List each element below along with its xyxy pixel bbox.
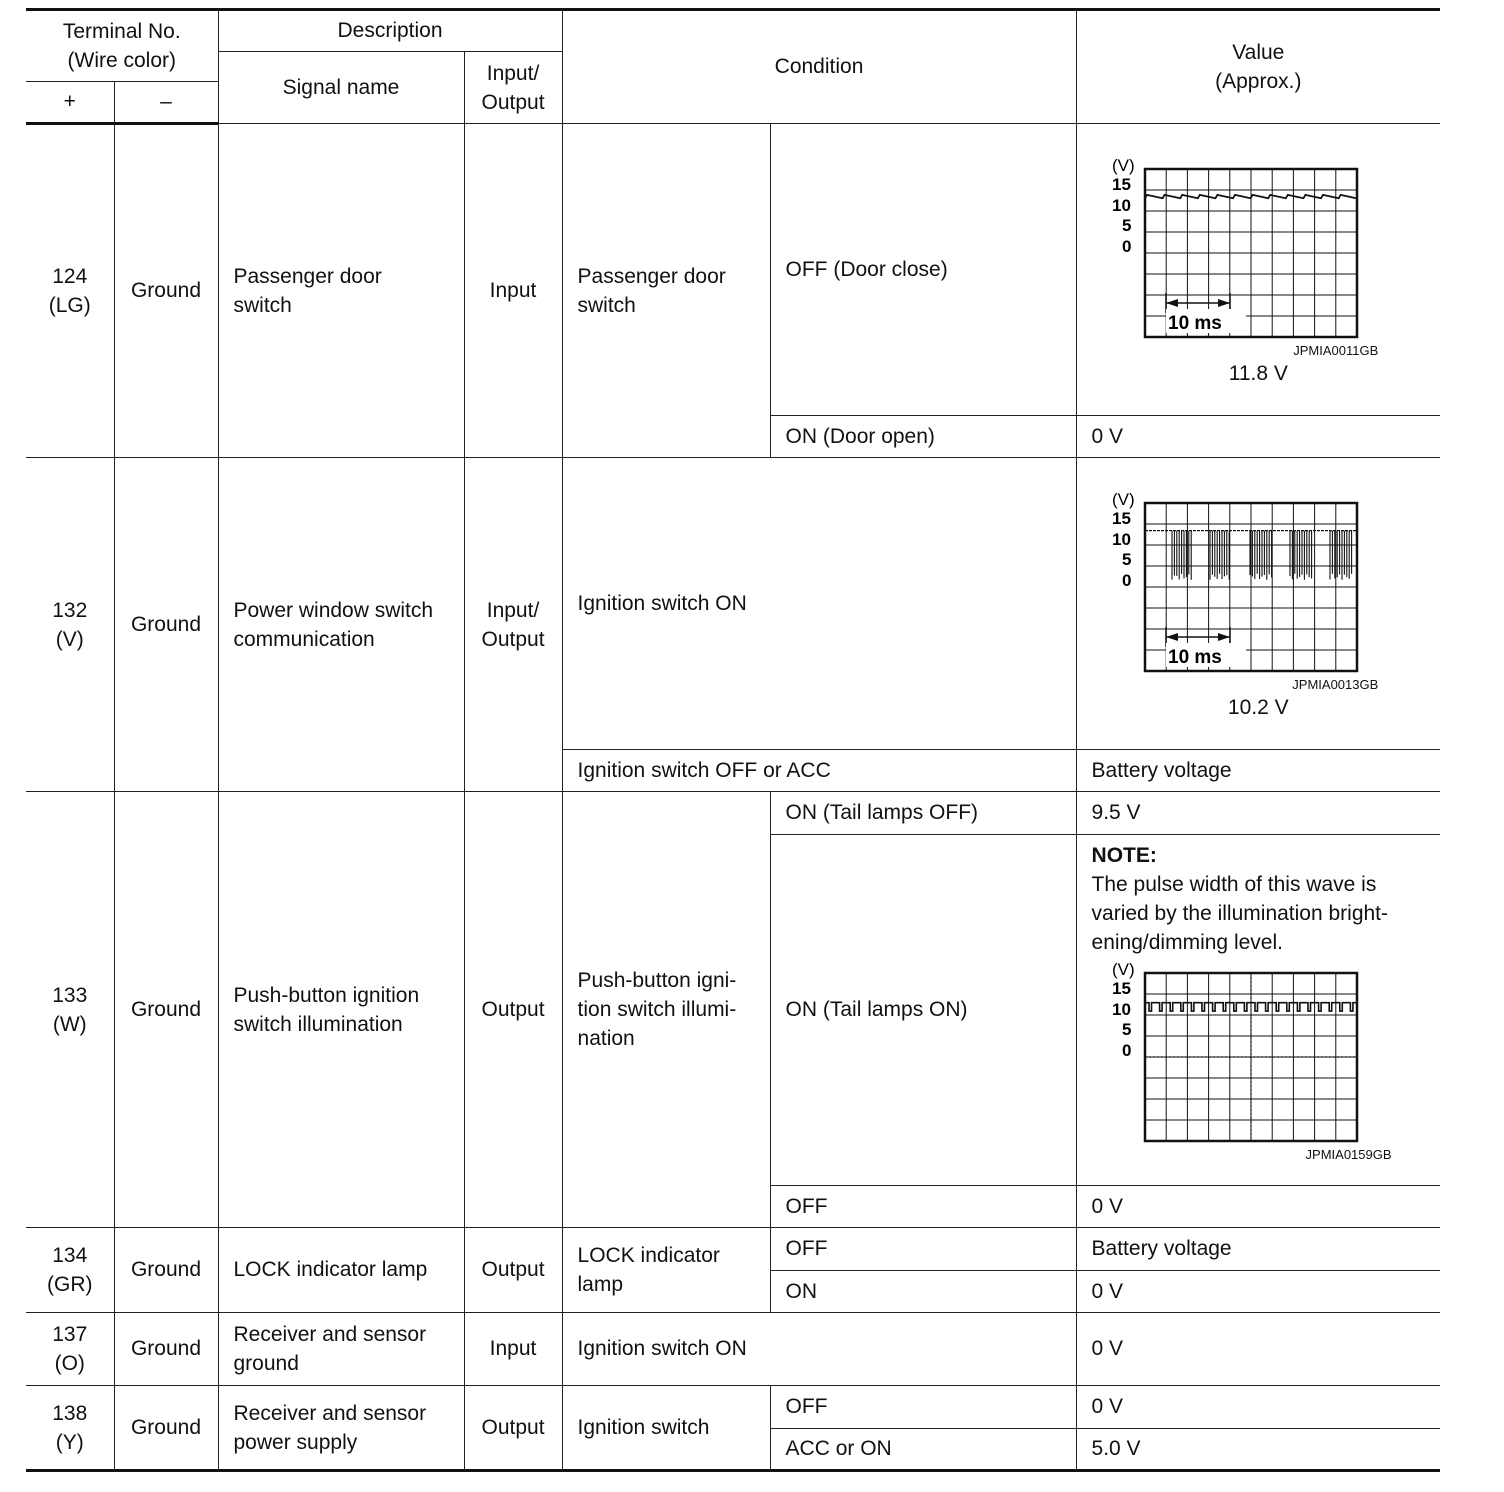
scope-unit-label: (V) (1111, 963, 1135, 979)
header-io-line1: Input/ (486, 61, 540, 85)
terminal-133 (26, 792, 114, 1228)
signal-line: Receiver and sensor (233, 1323, 427, 1346)
value-cell: Battery voltage (1076, 750, 1440, 792)
header-value (1076, 10, 1440, 124)
note-line: The pulse width of this wave is (1091, 873, 1377, 896)
terminal-number: 134 (52, 1244, 88, 1267)
sub-condition-cell: OFF (770, 1186, 1076, 1228)
chart-id: JPMIA0011GB (1293, 343, 1379, 358)
value-cell: 0 V (1076, 1186, 1440, 1228)
terminal-number: 132 (52, 598, 88, 622)
io-cell: Input (464, 1313, 562, 1386)
terminal-number: 138 (52, 1401, 88, 1425)
scope-chart (1108, 159, 1408, 386)
value-chart-cell (1076, 458, 1440, 750)
ground-cell: Ground (114, 1386, 218, 1471)
signal-line: switch (233, 293, 292, 317)
wire-color: (W) (52, 1012, 87, 1036)
wire-color: (GR) (47, 1273, 93, 1296)
header-wire-color-text: (Wire color) (67, 49, 176, 72)
sub-condition-cell: OFF (Door close) (770, 124, 1076, 416)
header-approx-text: (Approx.) (1215, 70, 1302, 93)
sub-condition-cell: ACC or ON (770, 1429, 1076, 1471)
scope-tick-15: 15 (1111, 979, 1131, 998)
scope-tick-0: 0 (1122, 237, 1132, 256)
table-row (26, 792, 1440, 835)
io-line: Input/ (486, 598, 540, 622)
ground-cell: Ground (114, 458, 218, 792)
io-cell: Output (464, 792, 562, 1228)
sub-condition-cell: OFF (770, 1228, 1076, 1271)
signal-line: communication (233, 627, 375, 651)
header-value-text: Value (1232, 41, 1285, 64)
condition-cell: Ignition switch (562, 1386, 770, 1471)
note-line: varied by the illumination bright- (1091, 902, 1389, 925)
chart-id: JPMIA0159GB (1305, 1147, 1392, 1162)
wire-color: (Y) (55, 1430, 84, 1454)
header-minus: – (114, 82, 218, 124)
note-title: NOTE: (1091, 844, 1157, 867)
signal-line: Power window switch (233, 598, 434, 622)
condition-cell (562, 1228, 770, 1313)
sub-condition-cell: ON (Tail lamps OFF) (770, 792, 1076, 835)
io-cell: Output (464, 1386, 562, 1471)
timebase-label: 10 ms (1168, 647, 1223, 668)
value-chart-cell (1076, 124, 1440, 416)
value-cell: 9.5 V (1076, 792, 1440, 835)
signal-line: Passenger door (233, 264, 382, 288)
note-cell (1076, 835, 1440, 1186)
sub-condition-cell: ON (770, 1271, 1076, 1313)
condition-cell (562, 792, 770, 1228)
header-io-line2: Output (481, 90, 545, 114)
signal-name-cell (218, 1386, 464, 1471)
io-cell: Output (464, 1228, 562, 1313)
wire-color: (V) (55, 627, 84, 651)
chart-value: 11.8 V (1228, 362, 1288, 385)
terminal-number: 133 (52, 983, 88, 1007)
header-input-output (464, 52, 562, 124)
scope-waveform-svg-0159 (1108, 963, 1408, 1143)
signal-line: Push-button ignition (233, 983, 420, 1007)
scope-chart (1108, 493, 1408, 720)
scope-tick-5: 5 (1122, 216, 1132, 235)
signal-line: switch illumination (233, 1012, 403, 1036)
table-row (26, 458, 1440, 750)
scope-waveform-svg-0011 (1108, 159, 1408, 339)
sub-condition-cell: ON (Door open) (770, 416, 1076, 458)
signal-name-cell (218, 458, 464, 792)
condition-line: LOCK indicator (577, 1244, 720, 1267)
ground-cell: Ground (114, 792, 218, 1228)
scope-tick-15: 15 (1112, 509, 1132, 528)
header-terminal-no (26, 10, 218, 82)
scope-tick-10: 10 (1112, 530, 1132, 549)
condition-line: Push-button igni- (577, 969, 737, 992)
value-cell: 0 V (1076, 1271, 1440, 1313)
scope-tick-10: 10 (1112, 196, 1132, 215)
io-line: Output (481, 627, 545, 651)
scope-tick-0: 0 (1122, 571, 1132, 590)
note-line: ening/dimming level. (1091, 931, 1283, 954)
sub-condition-cell: ON (Tail lamps ON) (770, 835, 1076, 1186)
scope-tick-5: 5 (1122, 550, 1132, 569)
scope-tick-0: 0 (1121, 1041, 1131, 1060)
header-signal-name: Signal name (218, 52, 464, 124)
value-cell: 0 V (1076, 1386, 1440, 1429)
value-cell: Battery voltage (1076, 1228, 1440, 1271)
signal-line: ground (233, 1352, 299, 1375)
condition-cell (562, 124, 770, 458)
header-terminal-text: Terminal No. (62, 20, 181, 43)
condition-cell: Ignition switch ON (562, 1313, 1076, 1386)
scope-tick-15: 15 (1112, 175, 1132, 194)
scope-tick-10: 10 (1111, 1000, 1131, 1019)
header-description: Description (218, 10, 562, 52)
table-row (26, 1386, 1440, 1429)
table-row (26, 1313, 1440, 1386)
value-cell: 0 V (1076, 1313, 1440, 1386)
value-cell: 0 V (1076, 416, 1440, 458)
scope-unit-label: (V) (1112, 159, 1135, 175)
timebase-label: 10 ms (1168, 313, 1223, 334)
terminal-table (26, 8, 1440, 1472)
header-plus: + (26, 82, 114, 124)
ground-cell: Ground (114, 124, 218, 458)
header-condition: Condition (562, 10, 1076, 124)
value-cell: 5.0 V (1076, 1429, 1440, 1471)
condition-line: tion switch illumi- (577, 998, 737, 1021)
ground-cell: Ground (114, 1313, 218, 1386)
table-row (26, 1228, 1440, 1271)
chart-id: JPMIA0013GB (1292, 677, 1379, 692)
condition-cell: Ignition switch ON (562, 458, 1076, 750)
table-row (26, 124, 1440, 416)
terminal-132 (26, 458, 114, 792)
ground-cell: Ground (114, 1228, 218, 1313)
condition-line: lamp (577, 1273, 624, 1296)
terminal-number: 137 (52, 1323, 88, 1346)
terminal-134 (26, 1228, 114, 1313)
signal-line: power supply (233, 1430, 358, 1454)
sub-condition-cell: OFF (770, 1386, 1076, 1429)
signal-name-cell (218, 124, 464, 458)
condition-line: nation (577, 1027, 635, 1050)
terminal-124 (26, 124, 114, 458)
scope-unit-label: (V) (1112, 493, 1135, 509)
condition-line: Passenger door (577, 264, 726, 288)
scope-waveform-svg-0013 (1108, 493, 1408, 673)
chart-value: 10.2 V (1227, 696, 1289, 719)
terminal-137 (26, 1313, 114, 1386)
terminal-number: 124 (52, 265, 88, 288)
signal-name-cell (218, 792, 464, 1228)
wire-color: (LG) (48, 294, 91, 317)
scope-chart (1108, 963, 1408, 1162)
signal-name-cell (218, 1313, 464, 1386)
io-cell (464, 458, 562, 792)
wire-color: (O) (54, 1352, 85, 1375)
signal-line: Receiver and sensor (233, 1401, 427, 1425)
signal-name-cell: LOCK indicator lamp (218, 1228, 464, 1313)
condition-line: switch (577, 293, 636, 317)
condition-cell: Ignition switch OFF or ACC (562, 750, 1076, 792)
io-cell: Input (464, 124, 562, 458)
terminal-138 (26, 1386, 114, 1471)
scope-tick-5: 5 (1121, 1020, 1131, 1039)
